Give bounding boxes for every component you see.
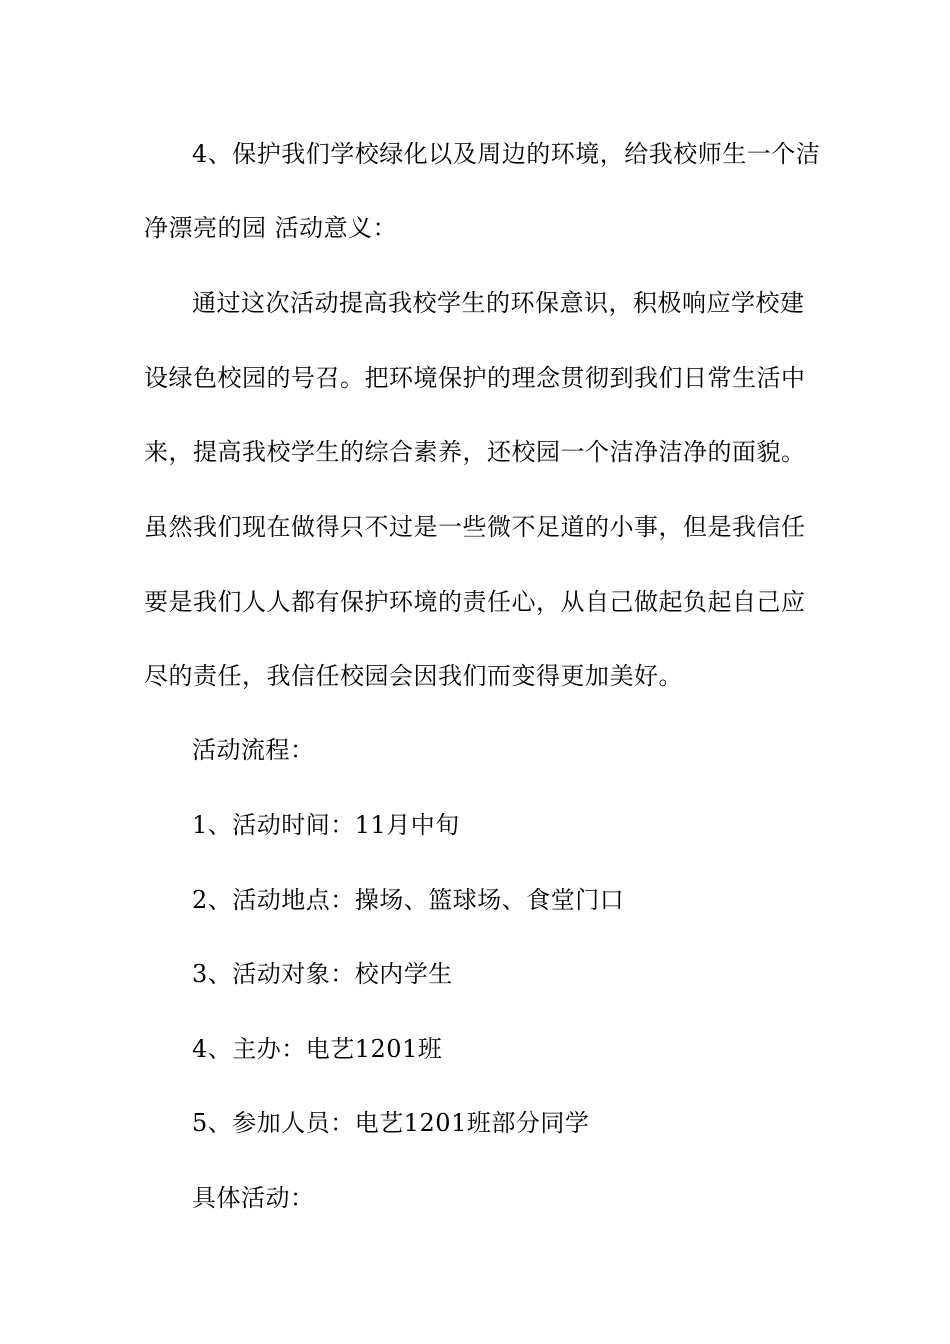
paragraph-line-significance-heading: 净漂亮的园 活动意义： — [144, 214, 398, 242]
paragraph-line-significance-3: 来，提高我校学生的综合素养，还校园一个洁净洁净的面貌。 — [144, 438, 806, 466]
section-heading-activities: 具体活动： — [192, 1184, 315, 1212]
paragraph-line-significance-5: 要是我们人人都有保护环境的责任心，从自己做起负起自己应 — [144, 588, 806, 616]
list-item-participants: 5、参加人员：电艺1201班部分同学 — [192, 1109, 590, 1137]
list-item-target: 3、活动对象：校内学生 — [192, 960, 453, 988]
list-item-location: 2、活动地点：操场、篮球场、食堂门口 — [192, 886, 625, 914]
paragraph-line-significance-1: 通过这次活动提高我校学生的环保意识，积极响应学校建 — [192, 289, 805, 317]
paragraph-line-significance-4: 虽然我们现在做得只不过是一些微不足道的小事，但是我信任 — [144, 513, 806, 541]
section-heading-process: 活动流程： — [192, 736, 315, 764]
paragraph-line-significance-2: 设绿色校园的号召。把环境保护的理念贯彻到我们日常生活中 — [144, 364, 806, 392]
list-item-organizer: 4、主办：电艺1201班 — [192, 1035, 443, 1063]
list-item-time: 1、活动时间：11月中旬 — [192, 811, 460, 839]
paragraph-line-goal-4: 4、保护我们学校绿化以及周边的环境，给我校师生一个洁 — [192, 140, 821, 168]
paragraph-line-significance-6: 尽的责任，我信任校园会因我们而变得更加美好。 — [144, 662, 683, 690]
